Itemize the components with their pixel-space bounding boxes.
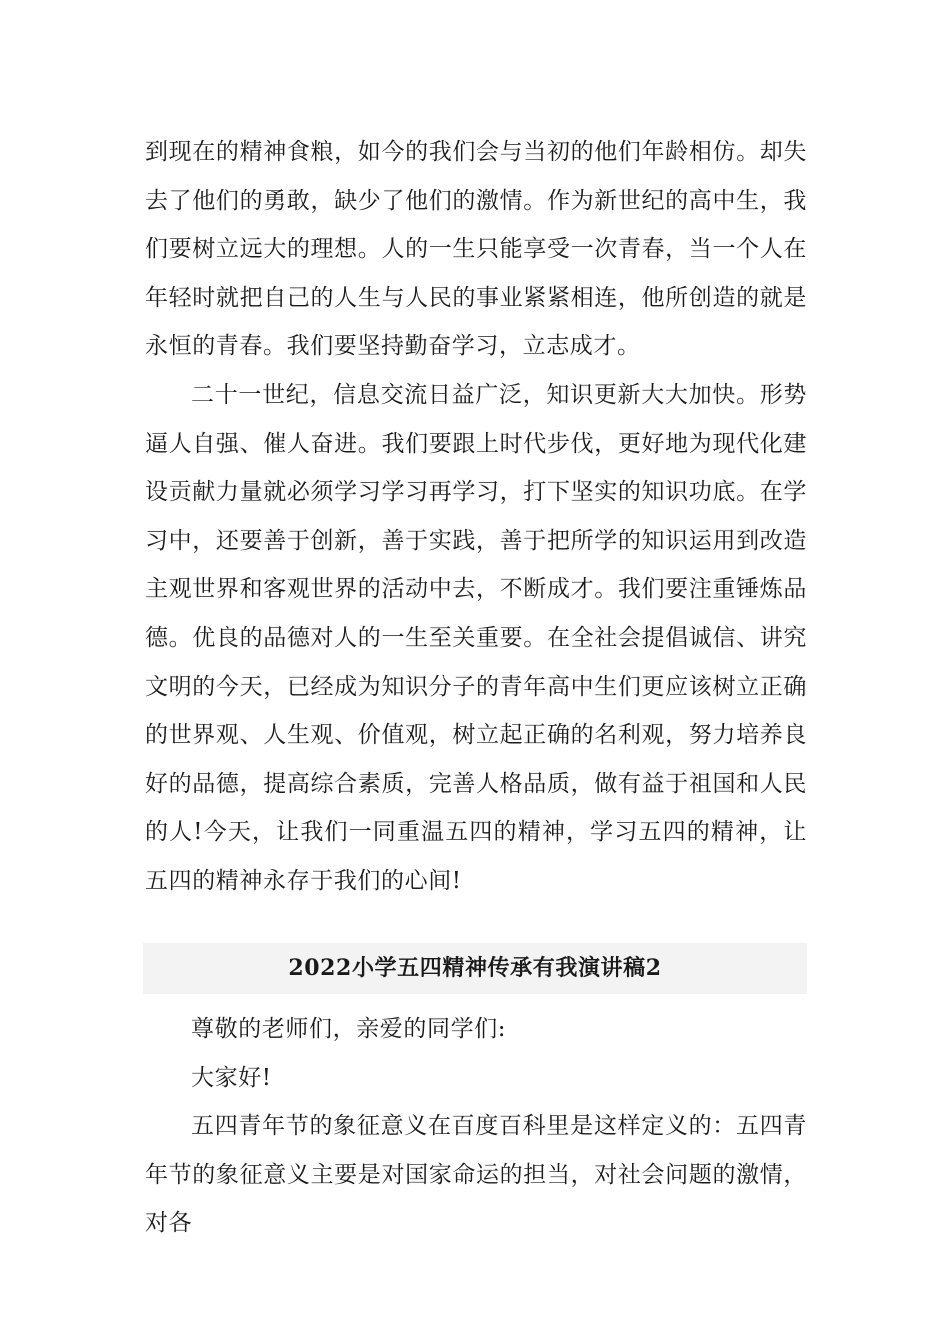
paragraph-youth-day-meaning: 五四青年节的象征意义在百度百科里是这样定义的：五四青年节的象征意义主要是对国家命运的担当，对社会问题的激情，对各 [145,1113,807,1237]
salutation: 尊敬的老师们，亲爱的同学们: [191,1016,507,1042]
body-text-top [145,128,807,906]
body-text-bottom [145,1005,807,1248]
greeting: 大家好! [191,1064,272,1091]
section-heading: 2022小学五四精神传承有我演讲稿2 [288,955,662,981]
paragraph-continued: 到现在的精神食粮，如今的我们会与当初的他们年龄相仿。却失去了他们的勇敢，缺少了他们的激情。作为新世纪的高中生，我们要树立远大的理想。人的一生只能享受一次青春，当一个人在年轻时就把自己的人生与人民的事业紧紧相连，他所创造的就是永恒的青春。我们要坚持勤奋学习，立志成才。 [145,139,807,360]
paragraph-twenty-first-century: 二十一世纪，信息交流日益广泛，知识更新大大加快。形势逼人自强、催人奋进。我们要跟上时代步伐，更好地为现代化建设贡献力量就必须学习学习再学习，打下坚实的知识功底。在学习中，还要善于创新，善于实践，善于把所学的知识运用到改造主观世界和客观世界的活动中去，不断成才。我们要注重锤炼品德。优良的品德对人的一生至关重要。在全社会提倡诚信、讲究文明的今天，已经成为知识分子的青年高中生们更应该树立正确的世界观、人生观、价值观，树立起正确的名利观，努力培养良好的品德，提高综合素质，完善人格品质，做有益于祖国和人民的人!今天，让我们一同重温五四的精神，学习五四的精神，让五四的精神永存于我们的心间! [145,381,807,894]
